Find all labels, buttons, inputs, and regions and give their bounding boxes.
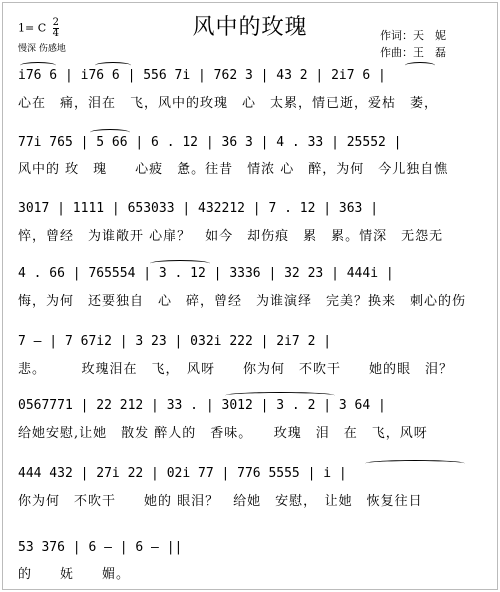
key-label: 1= C <box>18 21 47 35</box>
lyrics-row-5: 悲。 玫瑰泪在 飞， 风呀 你为何 不吹干 她的眼 泪？ <box>18 362 454 377</box>
notation-row-4: 4 . 66 | 765554 | 3 . 12 | 3336 | 32 23 | 444i | <box>18 266 394 281</box>
lyrics-row-7: 你为何 不吹干 她的 眼泪？ 给她 安慰， 让她 恢复往日 <box>18 494 423 509</box>
notation-row-6: 0567771 | 22 212 | 33 . | 3012 | 3 . 2 | 3 64 | <box>18 398 386 413</box>
composer-credit: 作曲：王 磊 <box>380 46 446 59</box>
notation-row-3: 3017 | 1111 | 653033 | 432212 | 7 . 12 | 363 | <box>18 201 379 216</box>
song-title: 风中的玫瑰 <box>192 15 308 40</box>
lyrics-row-2: 风中的 玫 瑰 心疲 惫。往昔 情浓 心 醉，为何 今儿独自憔 <box>18 162 449 177</box>
lyrics-row-3: 悴，曾经 为谁敞开 心扉？ 如今 却伤痕 累 累。情深 无怨无 <box>18 229 444 244</box>
notation-row-2: 77i 765 | 5 66 | 6 . 12 | 36 3 | 4 . 33 | 25552 | <box>18 135 402 150</box>
lyrics-row-6: 给她安慰,让她 散发 醉人的 香味。 玫瑰 泪 在 飞，风呀 <box>18 426 428 441</box>
slur-mark <box>405 62 435 69</box>
time-signature <box>53 18 59 39</box>
slur-mark <box>225 392 335 399</box>
notation-row-1: i76 6 | i76 6 | 556 7i | 762 3 | 43 2 | 2i7 6 | <box>18 68 386 83</box>
lyrics-row-4: 悔，为何 还要独自 心 碎，曾经 为谁演绎 完美？换来 刺心的伤 <box>18 294 467 309</box>
notation-row-7: 444 432 | 27i 22 | 02i 77 | 776 5555 | i | <box>18 466 347 481</box>
slur-mark <box>90 129 130 136</box>
time-top: 2 <box>52 17 60 28</box>
lyricist-credit: 作词：天 妮 <box>380 29 446 42</box>
key-signature <box>18 18 59 39</box>
lyrics-row-1: 心在 痛，泪在 飞，风中的玫瑰 心 太累，情已逝，爱枯 萎， <box>18 96 439 111</box>
mood-marking: 慢深 伤感地 <box>18 44 66 54</box>
slur-mark <box>150 260 210 267</box>
notation-row-8: 53 376 | 6 — | 6 — || <box>18 540 183 555</box>
slur-mark <box>365 460 465 467</box>
slur-mark <box>95 62 131 69</box>
notation-row-5: 7 — | 7 67i2 | 3 23 | 032i 222 | 2i7 2 | <box>18 334 332 349</box>
slur-mark <box>20 62 56 69</box>
time-bottom: 4 <box>52 28 60 39</box>
lyrics-row-8: 的 妩 媚。 <box>18 567 131 582</box>
